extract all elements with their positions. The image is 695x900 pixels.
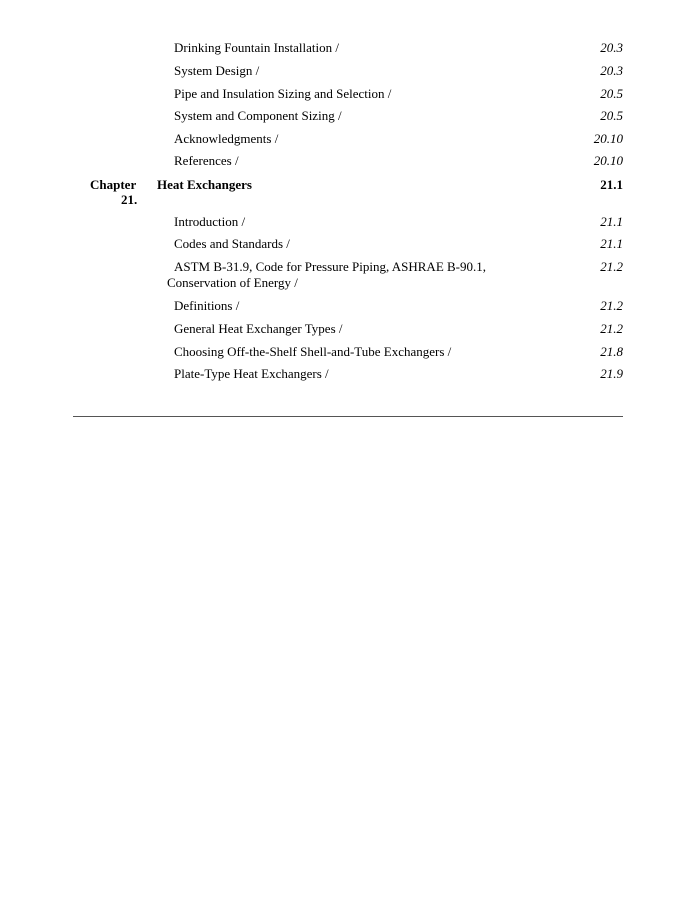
toc-entry-page: 21.9 (600, 366, 623, 381)
toc-entry-page: 21.2 (600, 321, 623, 336)
horizontal-rule (73, 416, 623, 417)
toc-entry-page: 21.1 (600, 236, 623, 251)
toc-entry-title-line2: Conservation of Energy / (167, 275, 298, 290)
toc-entry-page: 20.3 (600, 40, 623, 55)
chapter-title: Heat Exchangers (157, 177, 252, 192)
toc-entry-page: 21.2 (600, 259, 623, 274)
toc-entry-page: 21.8 (600, 344, 623, 359)
toc-entry-title: Introduction / (174, 214, 246, 229)
toc-entry-title: System Design / (174, 63, 260, 78)
toc-entry-title (167, 259, 487, 291)
toc-entry-title: References / (174, 153, 239, 168)
toc-entry-title-line1: ASTM B-31.9, Code for Pressure Piping, ASHRAE B-90.1, (174, 259, 487, 274)
toc-entry-page: 20.10 (593, 131, 623, 146)
toc-entry-title: Acknowledgments / (174, 131, 279, 146)
toc-entry-title: Choosing Off-the-Shelf Shell-and-Tube Exchangers / (174, 344, 452, 359)
toc-entry-title: General Heat Exchanger Types / (174, 321, 343, 336)
toc-entry-title: System and Component Sizing / (174, 108, 342, 123)
toc-entry-page: 20.5 (600, 86, 623, 101)
toc-entry-page: 21.2 (600, 298, 623, 313)
toc-entry-title: Plate-Type Heat Exchangers / (174, 366, 329, 381)
toc-entry-title: Pipe and Insulation Sizing and Selection / (174, 86, 392, 101)
toc-entry-page: 20.10 (593, 153, 623, 168)
toc-entry-page: 20.3 (600, 63, 623, 78)
chapter-label: Chapter (90, 177, 137, 192)
toc-entry-title: Drinking Fountain Installation / (174, 40, 340, 55)
chapter-page: 21.1 (600, 177, 623, 192)
toc-entry-page: 21.1 (600, 214, 623, 229)
toc-entry-title: Definitions / (174, 298, 240, 313)
toc-entry-page: 20.5 (600, 108, 623, 123)
toc-entry-title: Codes and Standards / (174, 236, 290, 251)
chapter-number: 21. (121, 192, 138, 207)
